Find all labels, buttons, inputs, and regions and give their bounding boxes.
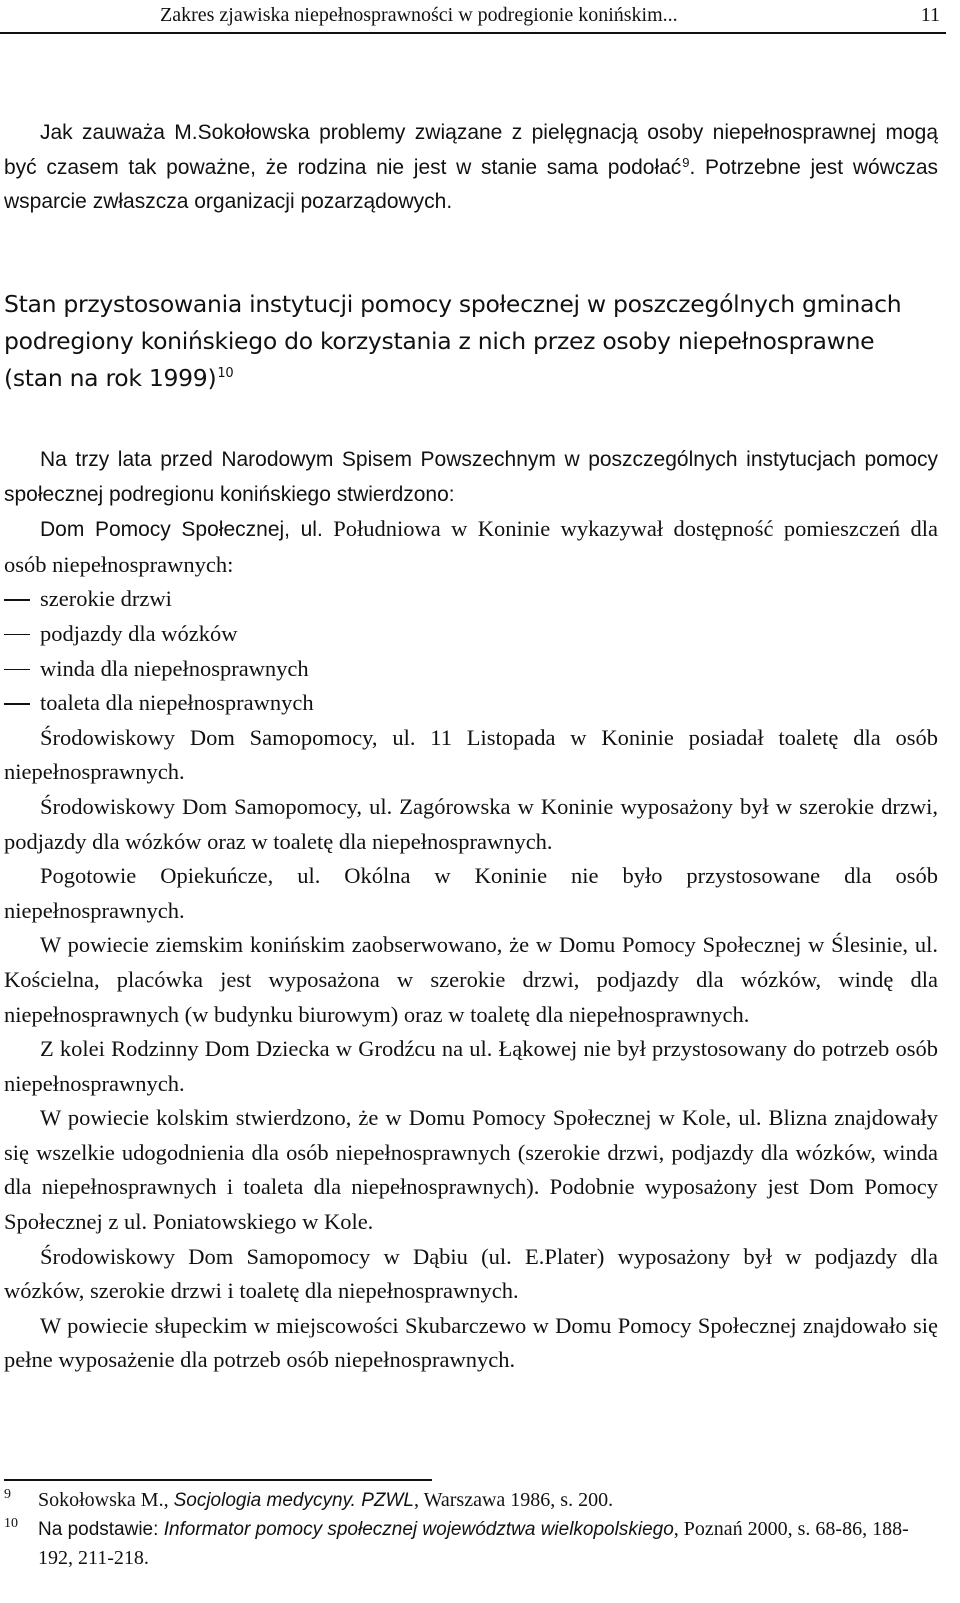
footnote-title: Socjologia medycyny. PZWL xyxy=(173,1490,414,1511)
body-paragraph-5: Pogotowie Opiekuńcze, ul. Okólna w Koninie nie było przystosowane dla osób niepełnosprawnych. xyxy=(4,863,938,923)
running-header xyxy=(0,0,946,34)
footnote-text: Sokołowska M., Socjologia medycyny. PZWL, Warszawa 1986, s. 200. xyxy=(38,1489,614,1511)
body-paragraph-7: Z kolei Rodzinny Dom Dziecka w Grodźcu na ul. Łąkowej nie był przystosowany do potrzeb osób niepełnosprawnych. xyxy=(4,1036,938,1096)
body-paragraph-2 xyxy=(4,512,938,582)
body-paragraph-2-start: Dom Pomocy Społecznej, ul. xyxy=(40,518,323,542)
footnote-ref-10[interactable]: 10 xyxy=(217,366,234,381)
list-item: winda dla niepełnosprawnych xyxy=(4,652,938,687)
footnote-number: 9 xyxy=(4,1487,11,1502)
section-heading xyxy=(4,286,934,397)
intro-paragraph xyxy=(4,116,938,220)
page-number: 11 xyxy=(920,4,940,26)
body-paragraph-4: Środowiskowy Dom Samopomocy, ul. Zagórowska w Koninie wyposażony był w szerokie drzwi, podjazdy dla wózków oraz w toaletę dla niepełnosprawnych. xyxy=(4,793,938,854)
body-paragraph-6: W powiecie ziemskim konińskim zaobserwowano, że w Domu Pomocy Społecznej w Ślesinie, ul. Kościelna, placówka jest wyposażona w szerokie drzwi, podjazdy dla wózków, windę dla niepełnosprawnych (w budynku biurowym) oraz w toaletę dla niepełnosprawnych. xyxy=(4,932,938,1027)
body-paragraph-8: W powiecie kolskim stwierdzono, że w Domu Pomocy Społecznej w Kole, ul. Blizna znajdowały się wszelkie udogodnienia dla osób niepełnosprawnych (szerokie drzwi, podjazdy dla wózków, winda dla niepełnosprawnych i toaleta dla niepełnosprawnych). Podobnie wyposażony jest Dom Pomocy Społecznej z ul. Poniatowskiego w Kole. xyxy=(4,1105,938,1235)
dash-bullet-icon xyxy=(4,669,30,671)
dash-bullet-icon xyxy=(4,703,30,705)
list-item: toaleta dla niepełnosprawnych xyxy=(4,686,938,721)
list-item: podjazdy dla wózków xyxy=(4,617,938,652)
intro-text-after: . Potrzebne jest wówczas wsparcie zwłaszcza organizacji pozarządowych. xyxy=(4,155,939,214)
body-paragraph-9: Środowiskowy Dom Samopomocy w Dąbiu (ul. E.Plater) wyposażony był w podjazdy dla wózków, szerokie drzwi i toaletę dla niepełnosprawnych. xyxy=(4,1243,938,1304)
footnote-ref-9[interactable]: 9 xyxy=(682,154,690,170)
list-item: szerokie drzwi xyxy=(4,582,938,617)
dash-bullet-icon xyxy=(4,599,30,601)
body-paragraph-1: Na trzy lata przed Narodowym Spisem Powszechnym w poszczególnych instytucjach pomocy społecznej podregionu konińskiego stwierdzono: xyxy=(4,448,938,506)
amenities-list xyxy=(4,582,938,720)
footnote-title: Informator pomocy społecznej województwa wielkopolskiego xyxy=(163,1519,674,1540)
body-paragraph-2-rest: Południowa w Koninie wykazywał dostępność pomieszczeń dla osób niepełnosprawnych: xyxy=(4,516,938,577)
footnote-divider xyxy=(4,1479,432,1481)
footnote-10 xyxy=(4,1515,938,1573)
footnote-9 xyxy=(4,1486,938,1515)
footnote-text: Na podstawie: Informator pomocy społecznej województwa wielkopolskiego, Poznań 2000, s. 68-86, 188-192, 211-218. xyxy=(38,1518,909,1569)
body-paragraph-10: W powiecie słupeckim w miejscowości Skubarczewo w Domu Pomocy Społecznej znajdowało się pełne wyposażenie dla potrzeb osób niepełnosprawnych. xyxy=(4,1312,938,1373)
running-header-title: Zakres zjawiska niepełnosprawności w podregionie konińskim... xyxy=(160,4,678,26)
body-text xyxy=(4,443,938,1378)
intro-text-before: Jak zauważa M.Sokołowska problemy związane z pielęgnacją osoby niepełnosprawnej mogą być czasem tak poważne, że rodzina nie jest w stanie sama podołać xyxy=(4,121,938,179)
body-paragraph-3: Środowiskowy Dom Samopomocy, ul. 11 Listopada w Koninie posiadał toaletę dla osób niepełnosprawnych. xyxy=(4,724,938,785)
footnote-number: 10 xyxy=(4,1516,18,1531)
section-heading-text: Stan przystosowania instytucji pomocy społecznej w poszczególnych gminach podregiony konińskiego do korzystania z nich przez osoby niepełnosprawne (stan na rok 1999) xyxy=(4,290,902,392)
dash-bullet-icon xyxy=(4,634,30,636)
